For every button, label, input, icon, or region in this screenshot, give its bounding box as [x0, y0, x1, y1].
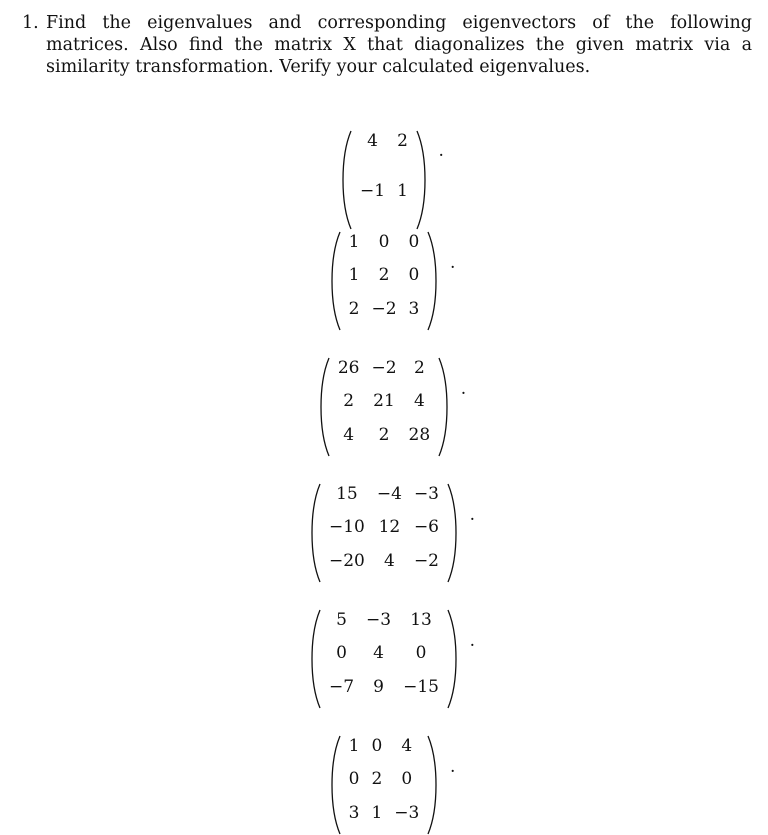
matrix-6	[0, 735, 768, 835]
matrix-cell: −6	[413, 517, 439, 538]
matrix-cell: 0	[371, 736, 383, 756]
matrix-entries	[321, 483, 447, 583]
matrix-cell: −2	[371, 358, 397, 378]
matrix-cell: 4	[401, 736, 413, 756]
matrix	[311, 483, 475, 583]
matrix	[311, 609, 475, 709]
matrix-cell: −10	[328, 517, 365, 538]
matrix-cell: 0	[415, 643, 427, 664]
matrix	[320, 357, 467, 457]
matrix-cell: 4	[413, 391, 425, 412]
matrix-cell: −3	[394, 802, 420, 823]
matrix-cell: 0	[408, 265, 420, 286]
left-paren	[311, 609, 321, 709]
trailing-period: .	[460, 379, 467, 399]
matrix-entries	[352, 130, 416, 230]
left-paren	[331, 231, 341, 331]
matrix-cell: 1	[371, 802, 383, 823]
matrix	[342, 130, 444, 230]
matrix-cell: 28	[408, 424, 431, 445]
matrix-cell: 1	[348, 736, 360, 756]
matrix-entries	[321, 609, 447, 709]
matrix-2	[0, 231, 768, 331]
matrix-5	[0, 609, 768, 709]
matrix-entries	[330, 357, 438, 457]
matrix-cell: 3	[408, 298, 420, 319]
problem-number: 1.	[22, 13, 39, 33]
trailing-period: .	[469, 631, 475, 651]
matrix	[331, 735, 456, 835]
right-paren	[416, 130, 426, 230]
matrix-cell: 9	[373, 676, 384, 697]
matrix-entries	[341, 735, 428, 835]
matrix-cell: 2	[343, 391, 355, 412]
right-paren	[438, 357, 448, 457]
matrix-cell: 3	[348, 802, 360, 823]
matrix-cell: −7	[328, 676, 355, 697]
trailing-period: .	[438, 141, 444, 161]
matrix-1	[0, 130, 768, 230]
right-paren	[427, 735, 437, 835]
matrix-cell: 0	[401, 769, 413, 790]
left-paren	[342, 130, 352, 230]
matrix-cell: 12	[378, 517, 401, 538]
matrix-cell: −20	[328, 550, 365, 571]
matrix-cell: 4	[367, 131, 378, 151]
problem-statement	[22, 12, 752, 78]
matrix-cell: 5	[336, 610, 347, 630]
matrix-cell: 21	[373, 391, 395, 412]
matrix-entries	[341, 231, 428, 331]
matrix-cell: 2	[371, 769, 383, 790]
matrix-cell: 2	[397, 131, 408, 151]
right-paren	[427, 231, 437, 331]
right-paren	[447, 609, 457, 709]
matrix-cell: −15	[403, 676, 439, 697]
matrix-cell: 1	[348, 232, 360, 252]
matrix-cell: 13	[410, 610, 432, 630]
left-paren	[320, 357, 330, 457]
trailing-period: .	[449, 253, 456, 273]
trailing-period: .	[449, 757, 456, 777]
matrix-cell: −1	[360, 181, 386, 201]
matrix-cell: −2	[371, 298, 397, 319]
matrix-cell: 0	[348, 769, 360, 790]
matrix-cell: 1	[397, 181, 408, 201]
matrix-cell: 0	[378, 232, 390, 252]
matrix-4	[0, 483, 768, 583]
matrix-cell: 0	[408, 232, 420, 252]
matrix	[331, 231, 456, 331]
right-paren	[447, 483, 457, 583]
left-paren	[311, 483, 321, 583]
matrix-cell: −2	[413, 550, 439, 571]
matrix-cell: 2	[378, 265, 390, 286]
problem-text: Find the eigenvalues and corresponding eigenvectors of the following matrices. Also find the matrix X that diagonalizes the given matrix via a similarity transformation. Verify your calculated eigenvalues.	[46, 13, 752, 77]
matrix-3	[0, 357, 768, 457]
matrix-cell: 15	[336, 484, 358, 504]
matrix-cell: 2	[378, 424, 390, 445]
matrix-cell: −3	[413, 484, 439, 504]
trailing-period: .	[469, 505, 475, 525]
matrix-cell: 4	[373, 643, 384, 664]
matrix-cell: −3	[366, 610, 392, 630]
matrix-cell: 2	[348, 298, 360, 319]
matrix-cell: 1	[348, 265, 360, 286]
matrix-cell: 26	[337, 358, 360, 378]
matrix-cell: 2	[413, 358, 425, 378]
matrix-cell: 4	[383, 550, 395, 571]
matrix-cell: 4	[343, 424, 355, 445]
matrix-cell: −4	[376, 484, 402, 504]
left-paren	[331, 735, 341, 835]
matrix-cell: 0	[336, 643, 347, 664]
